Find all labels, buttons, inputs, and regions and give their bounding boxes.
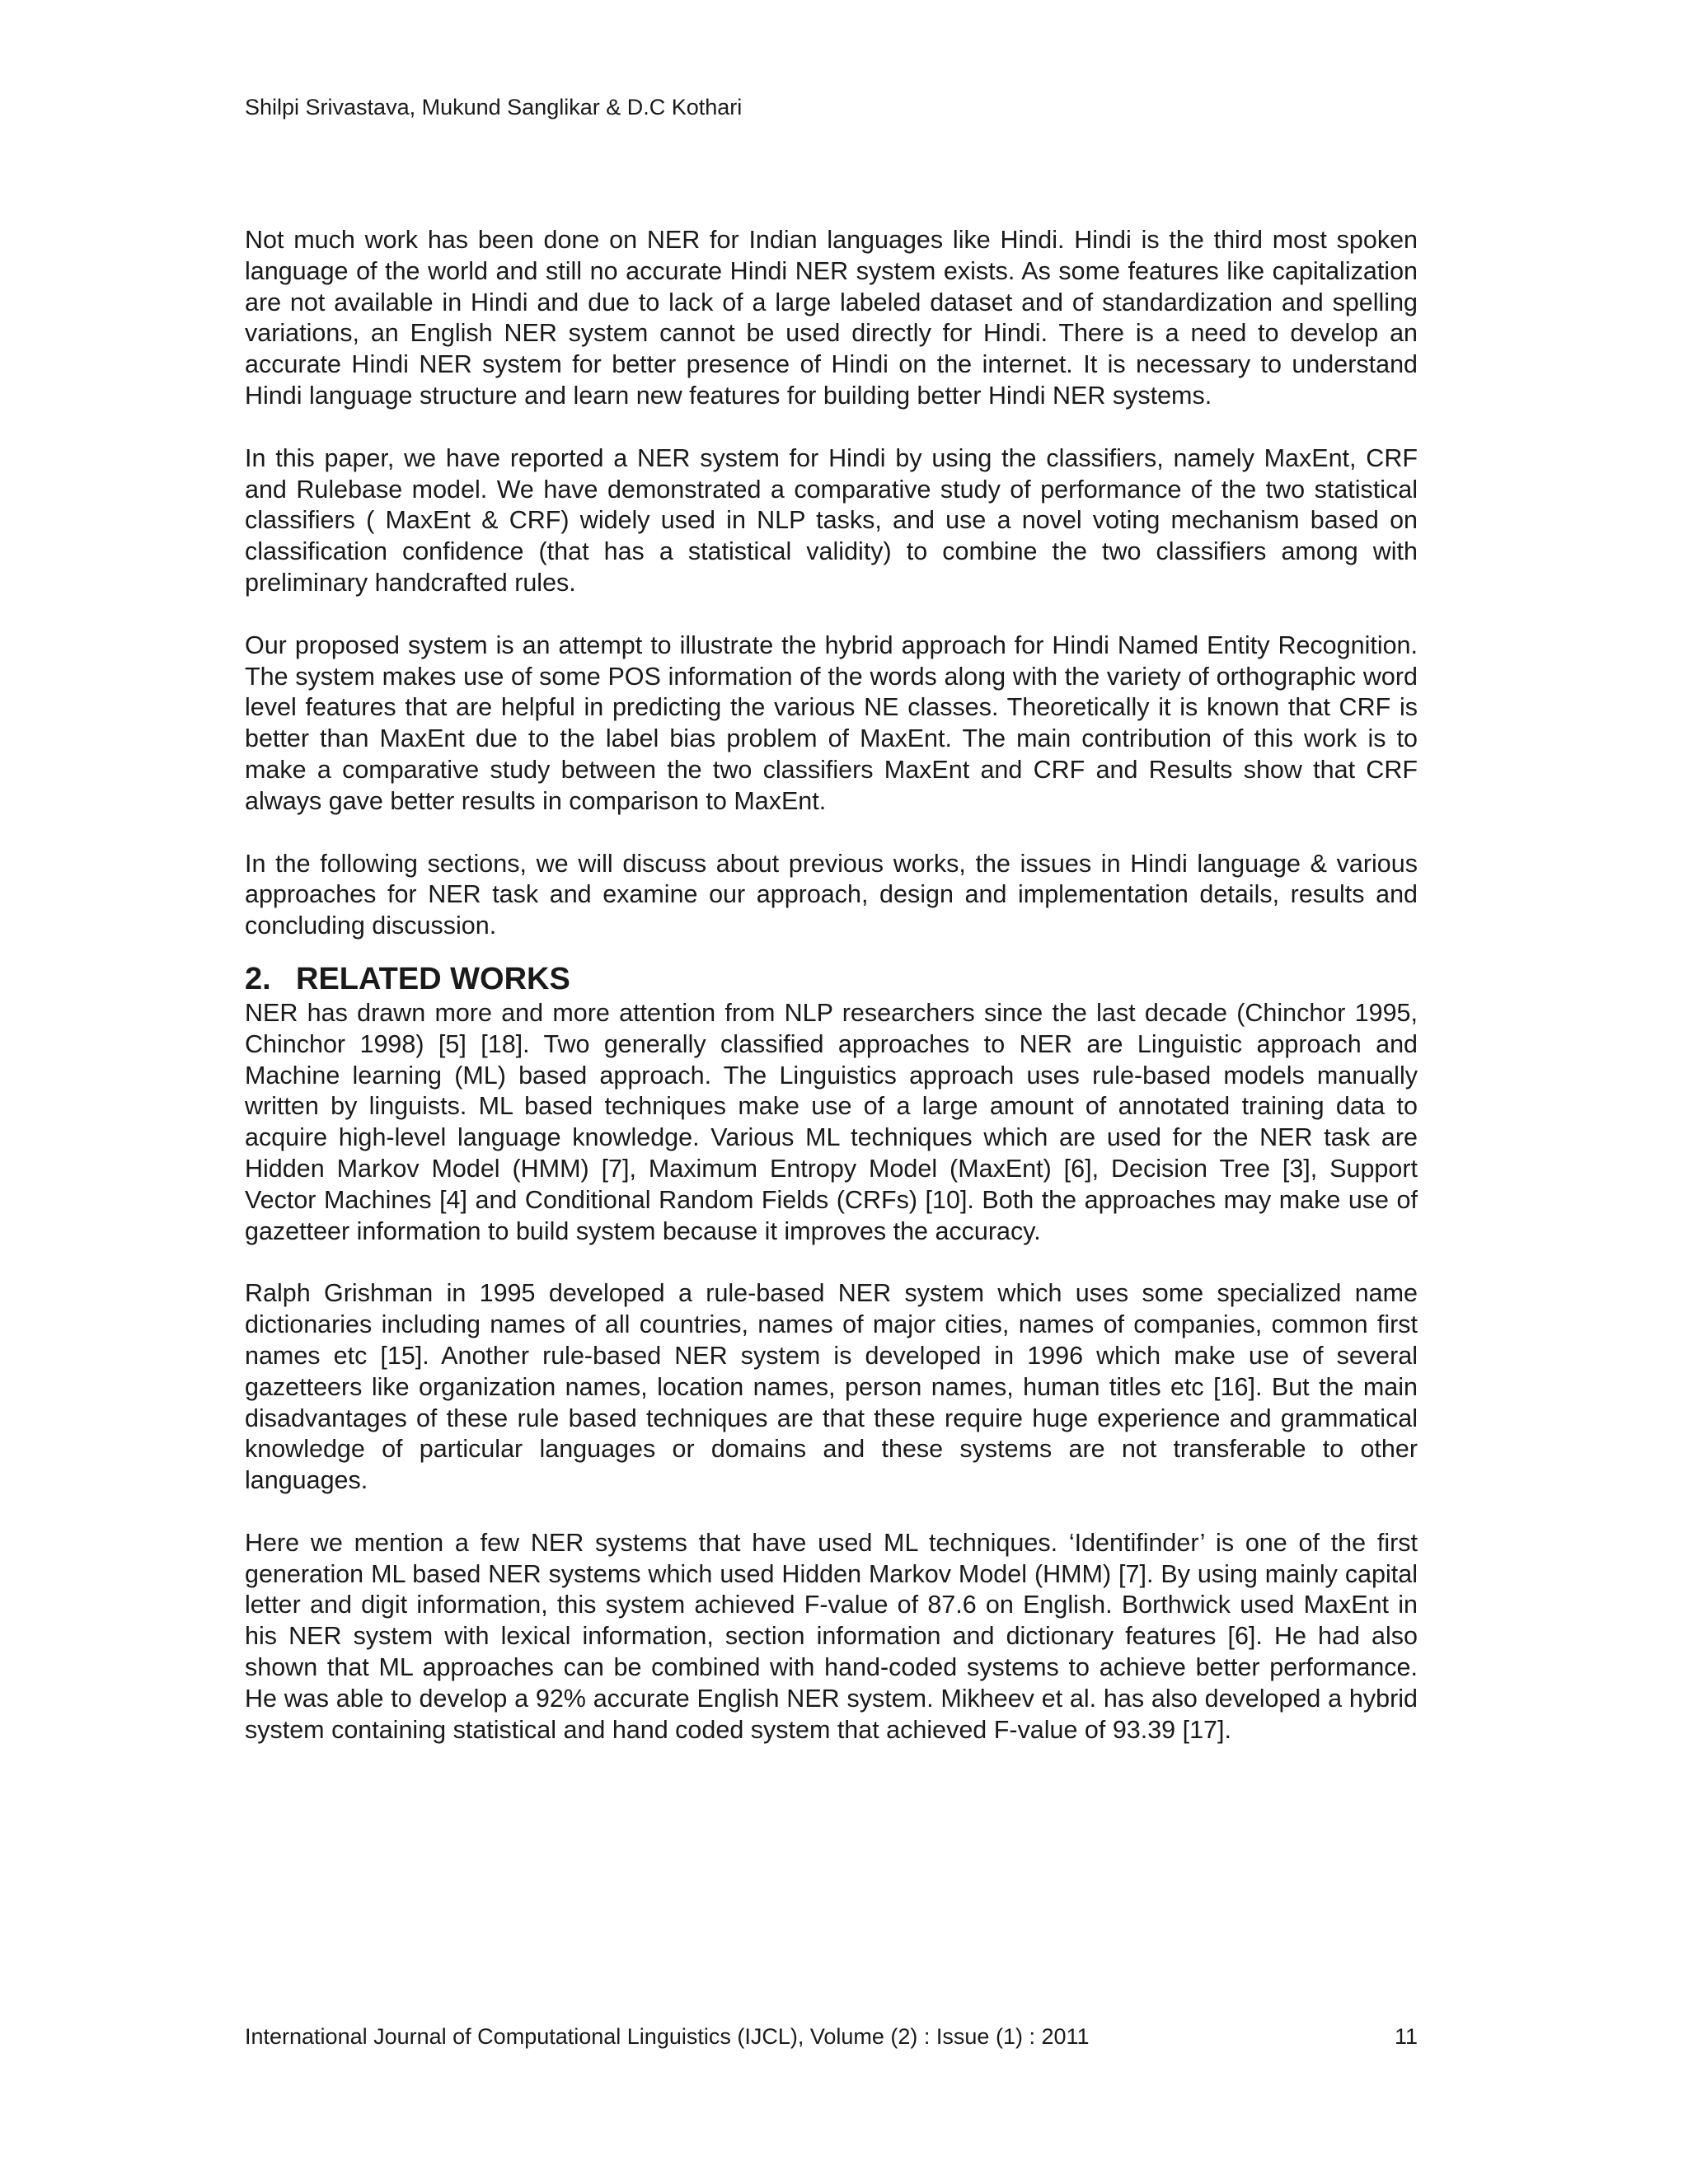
paragraph-intro-1: Not much work has been done on NER for Indian languages like Hindi. Hindi is the third most spoken language of the world and still no accurate Hindi NER system exists. As some features like capitalization are not available in Hindi and due to lack of a large labeled dataset and of standardization and spelling variations, an English NER system cannot be used directly for Hindi. There is a need to develop an accurate Hindi NER system for better presence of Hindi on the internet. It is necessary to understand Hindi language structure and learn new features for building better Hindi NER systems. <box>245 226 1418 410</box>
running-header-authors: Shilpi Srivastava, Mukund Sanglikar & D.C Kothari <box>245 95 743 120</box>
footer-journal-citation: International Journal of Computational Linguistics (IJCL), Volume (2) : Issue (1) : 2011 <box>245 2024 1090 2049</box>
footer-page-number: 11 <box>1394 2024 1418 2049</box>
section-title: RELATED WORKS <box>296 961 570 996</box>
body-text <box>245 225 1418 1777</box>
section-heading <box>245 960 1418 998</box>
section-number: 2. <box>245 961 271 996</box>
paragraph-intro-4: In the following sections, we will discuss about previous works, the issues in Hindi language & various approaches for NER task and examine our approach, design and implementation details, results and concluding discussion. <box>245 849 1418 940</box>
paragraph-related-2: Ralph Grishman in 1995 developed a rule-based NER system which uses some specialized name dictionaries including names of all countries, names of major cities, names of companies, common first names etc [15]. Another rule-based NER system is developed in 1996 which make use of several gazetteers like organization names, location names, person names, human titles etc [16]. But the main disadvantages of these rule based techniques are that these require huge experience and grammatical knowledge of particular languages or domains and these systems are not transferable to other languages. <box>245 1279 1418 1495</box>
paragraph-intro-3: Our proposed system is an attempt to illustrate the hybrid approach for Hindi Named Entity Recognition. The system makes use of some POS information of the words along with the variety of orthographic word level features that are helpful in predicting the various NE classes. Theoretically it is known that CRF is better than MaxEnt due to the label bias problem of MaxEnt. The main contribution of this work is to make a comparative study between the two classifiers MaxEnt and CRF and Results show that CRF always gave better results in comparison to MaxEnt. <box>245 630 1418 815</box>
paragraph-related-1: NER has drawn more and more attention from NLP researchers since the last decade (Chinchor 1995, Chinchor 1998) [5] [18]. Two generally classified approaches to NER are Linguistic approach and Machine learning (ML) based approach. The Linguistics approach uses rule-based models manually written by linguists. ML based techniques make use of a large amount of annotated training data to acquire high-level language knowledge. Various ML techniques which are used for the NER task are Hidden Markov Model (HMM) [7], Maximum Entropy Model (MaxEnt) [6], Decision Tree [3], Support Vector Machines [4] and Conditional Random Fields (CRFs) [10]. Both the approaches may make use of gazetteer information to build system because it improves the accuracy. <box>245 998 1418 1245</box>
paragraph-intro-2: In this paper, we have reported a NER system for Hindi by using the classifiers, namely MaxEnt, CRF and Rulebase model. We have demonstrated a comparative study of performance of the two statistical classifiers ( MaxEnt & CRF) widely used in NLP tasks, and use a novel voting mechanism based on classification confidence (that has a statistical validity) to combine the two classifiers among with preliminary handcrafted rules. <box>245 443 1418 597</box>
paragraph-related-3: Here we mention a few NER systems that have used ML techniques. ‘Identifinder’ is one of the first generation ML based NER systems which used Hidden Markov Model (HMM) [7]. By using mainly capital letter and digit information, this system achieved F-value of 87.6 on English. Borthwick used MaxEnt in his NER system with lexical information, section information and dictionary features [6]. He had also shown that ML approaches can be combined with hand-coded systems to achieve better performance. He was able to develop a 92% accurate English NER system. Mikheev et al. has also developed a hybrid system containing statistical and hand coded system that achieved F-value of 93.39 [17]. <box>245 1528 1418 1744</box>
